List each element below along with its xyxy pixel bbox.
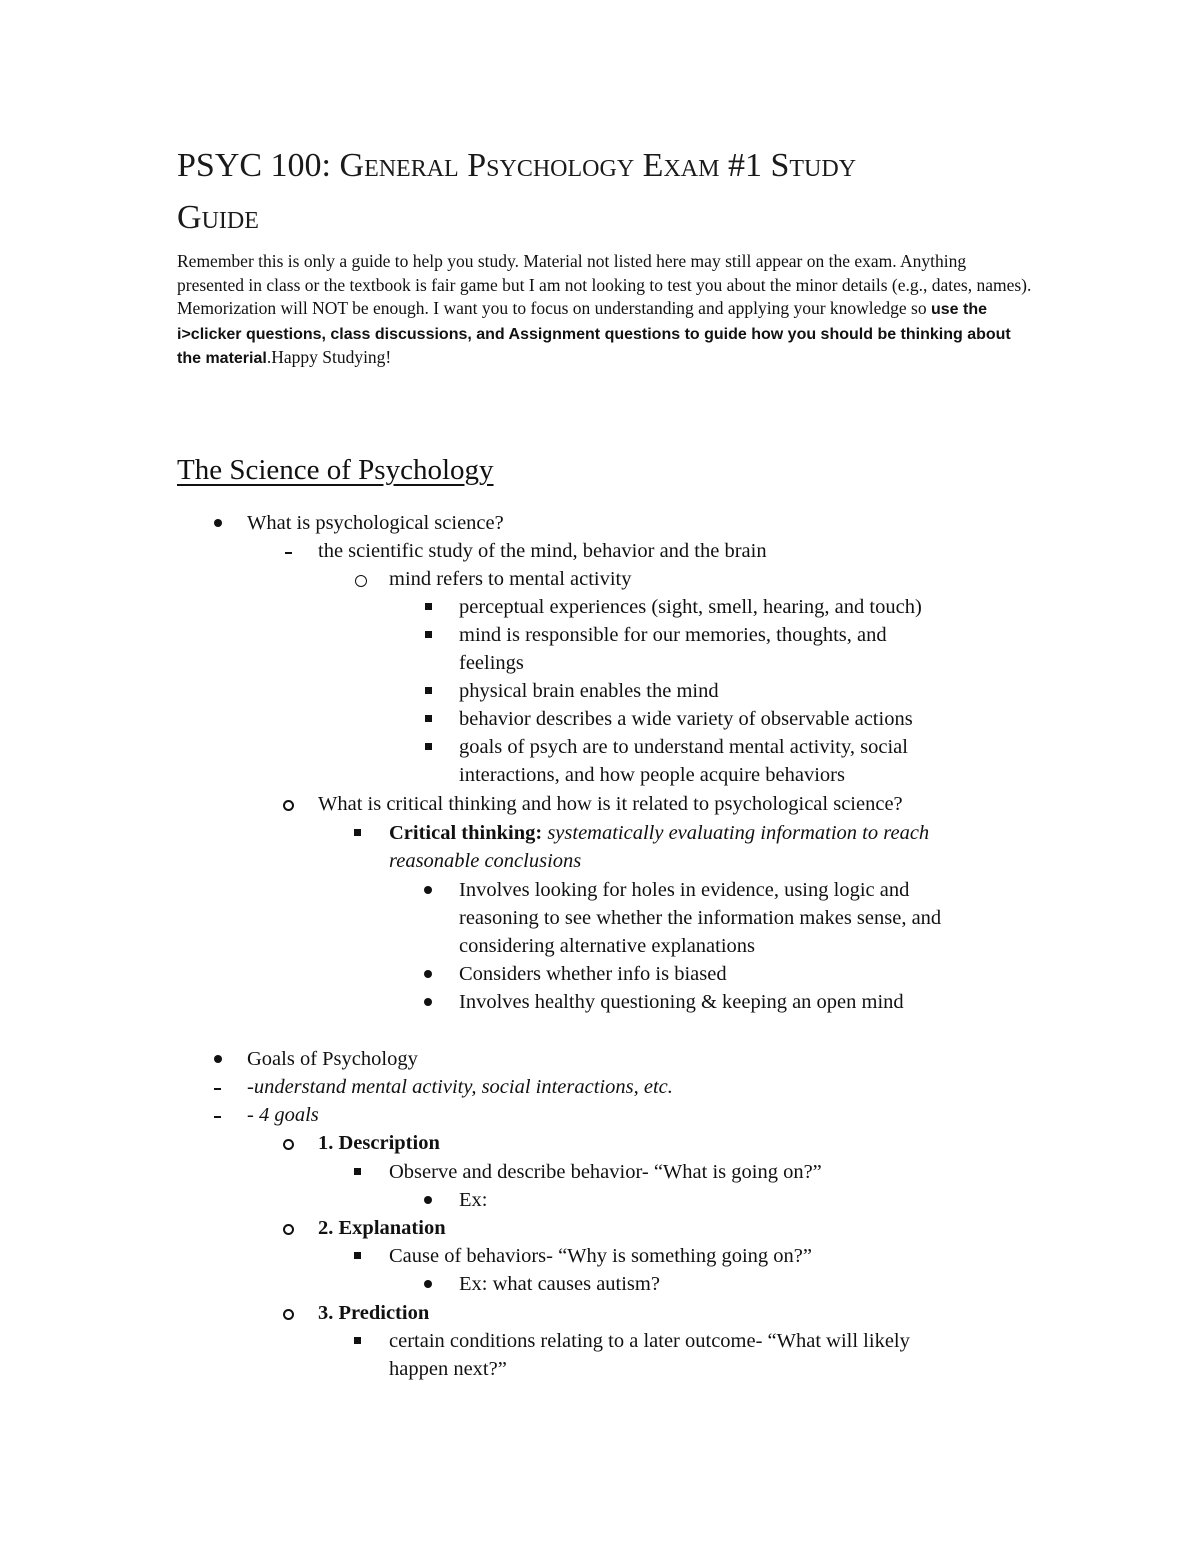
bullet-dot-icon (214, 1055, 222, 1063)
square-bullet-icon (354, 1168, 361, 1175)
circle-bullet-icon (283, 1224, 294, 1235)
list-item: Considers whether info is biased (459, 963, 727, 985)
list-item-continued: reasoning to see whether the information makes sense, and (459, 907, 942, 929)
list-item: mind refers to mental activity (389, 568, 632, 590)
list-item (389, 819, 929, 847)
list-item: Involves healthy questioning & keeping an open mind (459, 991, 904, 1013)
list-item: physical brain enables the mind (459, 680, 719, 702)
intro-paragraph: Remember this is only a guide to help you study. Material not listed here may still appear on the exam. Anything presented in class or the textbook is fair game but I am not looking to test you about the minor details (e.g., dates, names). Memorization will NOT be enough. I want you to focus on understanding and applying your knowledge so use the i>clicker questions, class discussions, and Assignment questions to guide how you should be thinking about the material.Happy Studying! (177, 251, 1032, 367)
list-item: behavior describes a wide variety of observable actions (459, 708, 913, 730)
square-bullet-icon (425, 715, 432, 722)
bullet-dot-icon (424, 1280, 432, 1288)
list-item: Ex: (459, 1189, 488, 1211)
list-item: What is critical thinking and how is it related to psychological science? (318, 793, 903, 815)
list-item: certain conditions relating to a later outcome- “What will likely (389, 1330, 910, 1352)
list-item: perceptual experiences (sight, smell, hearing, and touch) (459, 596, 922, 618)
list-item-continued: happen next?” (389, 1358, 507, 1380)
intro-emphasis: use the i>clicker questions, class discussions, and Assignment questions to guide how you should be thinking about the material (177, 301, 1011, 367)
bullet-dot-icon (424, 1196, 432, 1204)
square-bullet-icon (354, 1252, 361, 1259)
goal-heading: 1. Description (318, 1132, 440, 1154)
open-circle-icon (355, 575, 367, 587)
square-bullet-icon (425, 603, 432, 610)
goal-heading: 2. Explanation (318, 1217, 446, 1239)
square-bullet-icon (354, 829, 361, 836)
list-item: goals of psych are to understand mental activity, social (459, 736, 908, 758)
list-item-continued: considering alternative explanations (459, 935, 756, 957)
square-bullet-icon (425, 743, 432, 750)
list-item: Observe and describe behavior- “What is going on?” (389, 1161, 822, 1183)
square-bullet-icon (425, 687, 432, 694)
list-item: -understand mental activity, social interactions, etc. (247, 1076, 673, 1098)
list-item: Goals of Psychology (247, 1048, 418, 1070)
dash-icon (214, 1116, 221, 1118)
dash-icon (214, 1088, 221, 1090)
list-item-continued: reasonable conclusions (389, 850, 582, 872)
bullet-dot-icon (424, 970, 432, 978)
list-item: What is psychological science? (247, 512, 504, 534)
section-heading: The Science of Psychology (177, 454, 494, 486)
circle-bullet-icon (283, 1139, 294, 1150)
bullet-dot-icon (214, 519, 222, 527)
list-item: the scientific study of the mind, behavior and the brain (318, 540, 767, 562)
list-item: mind is responsible for our memories, thoughts, and (459, 624, 887, 646)
list-item: Ex: what causes autism? (459, 1273, 660, 1295)
term-label: Critical thinking: (389, 822, 543, 844)
list-item-continued: interactions, and how people acquire behaviors (459, 764, 845, 786)
dash-icon (285, 552, 292, 554)
circle-bullet-icon (283, 1309, 294, 1320)
square-bullet-icon (354, 1337, 361, 1344)
page-title: PSYC 100: General Psychology Exam #1 Study Guide (177, 147, 857, 236)
term-definition: systematically evaluating information to reach (542, 822, 930, 844)
list-item-continued: feelings (459, 652, 524, 674)
bullet-dot-icon (424, 886, 432, 894)
list-item: Cause of behaviors- “Why is something going on?” (389, 1245, 813, 1267)
bullet-dot-icon (424, 998, 432, 1006)
square-bullet-icon (425, 631, 432, 638)
list-item: Involves looking for holes in evidence, using logic and (459, 879, 910, 901)
circle-bullet-icon (283, 800, 294, 811)
goal-heading: 3. Prediction (318, 1302, 430, 1324)
list-item: - 4 goals (247, 1104, 319, 1126)
